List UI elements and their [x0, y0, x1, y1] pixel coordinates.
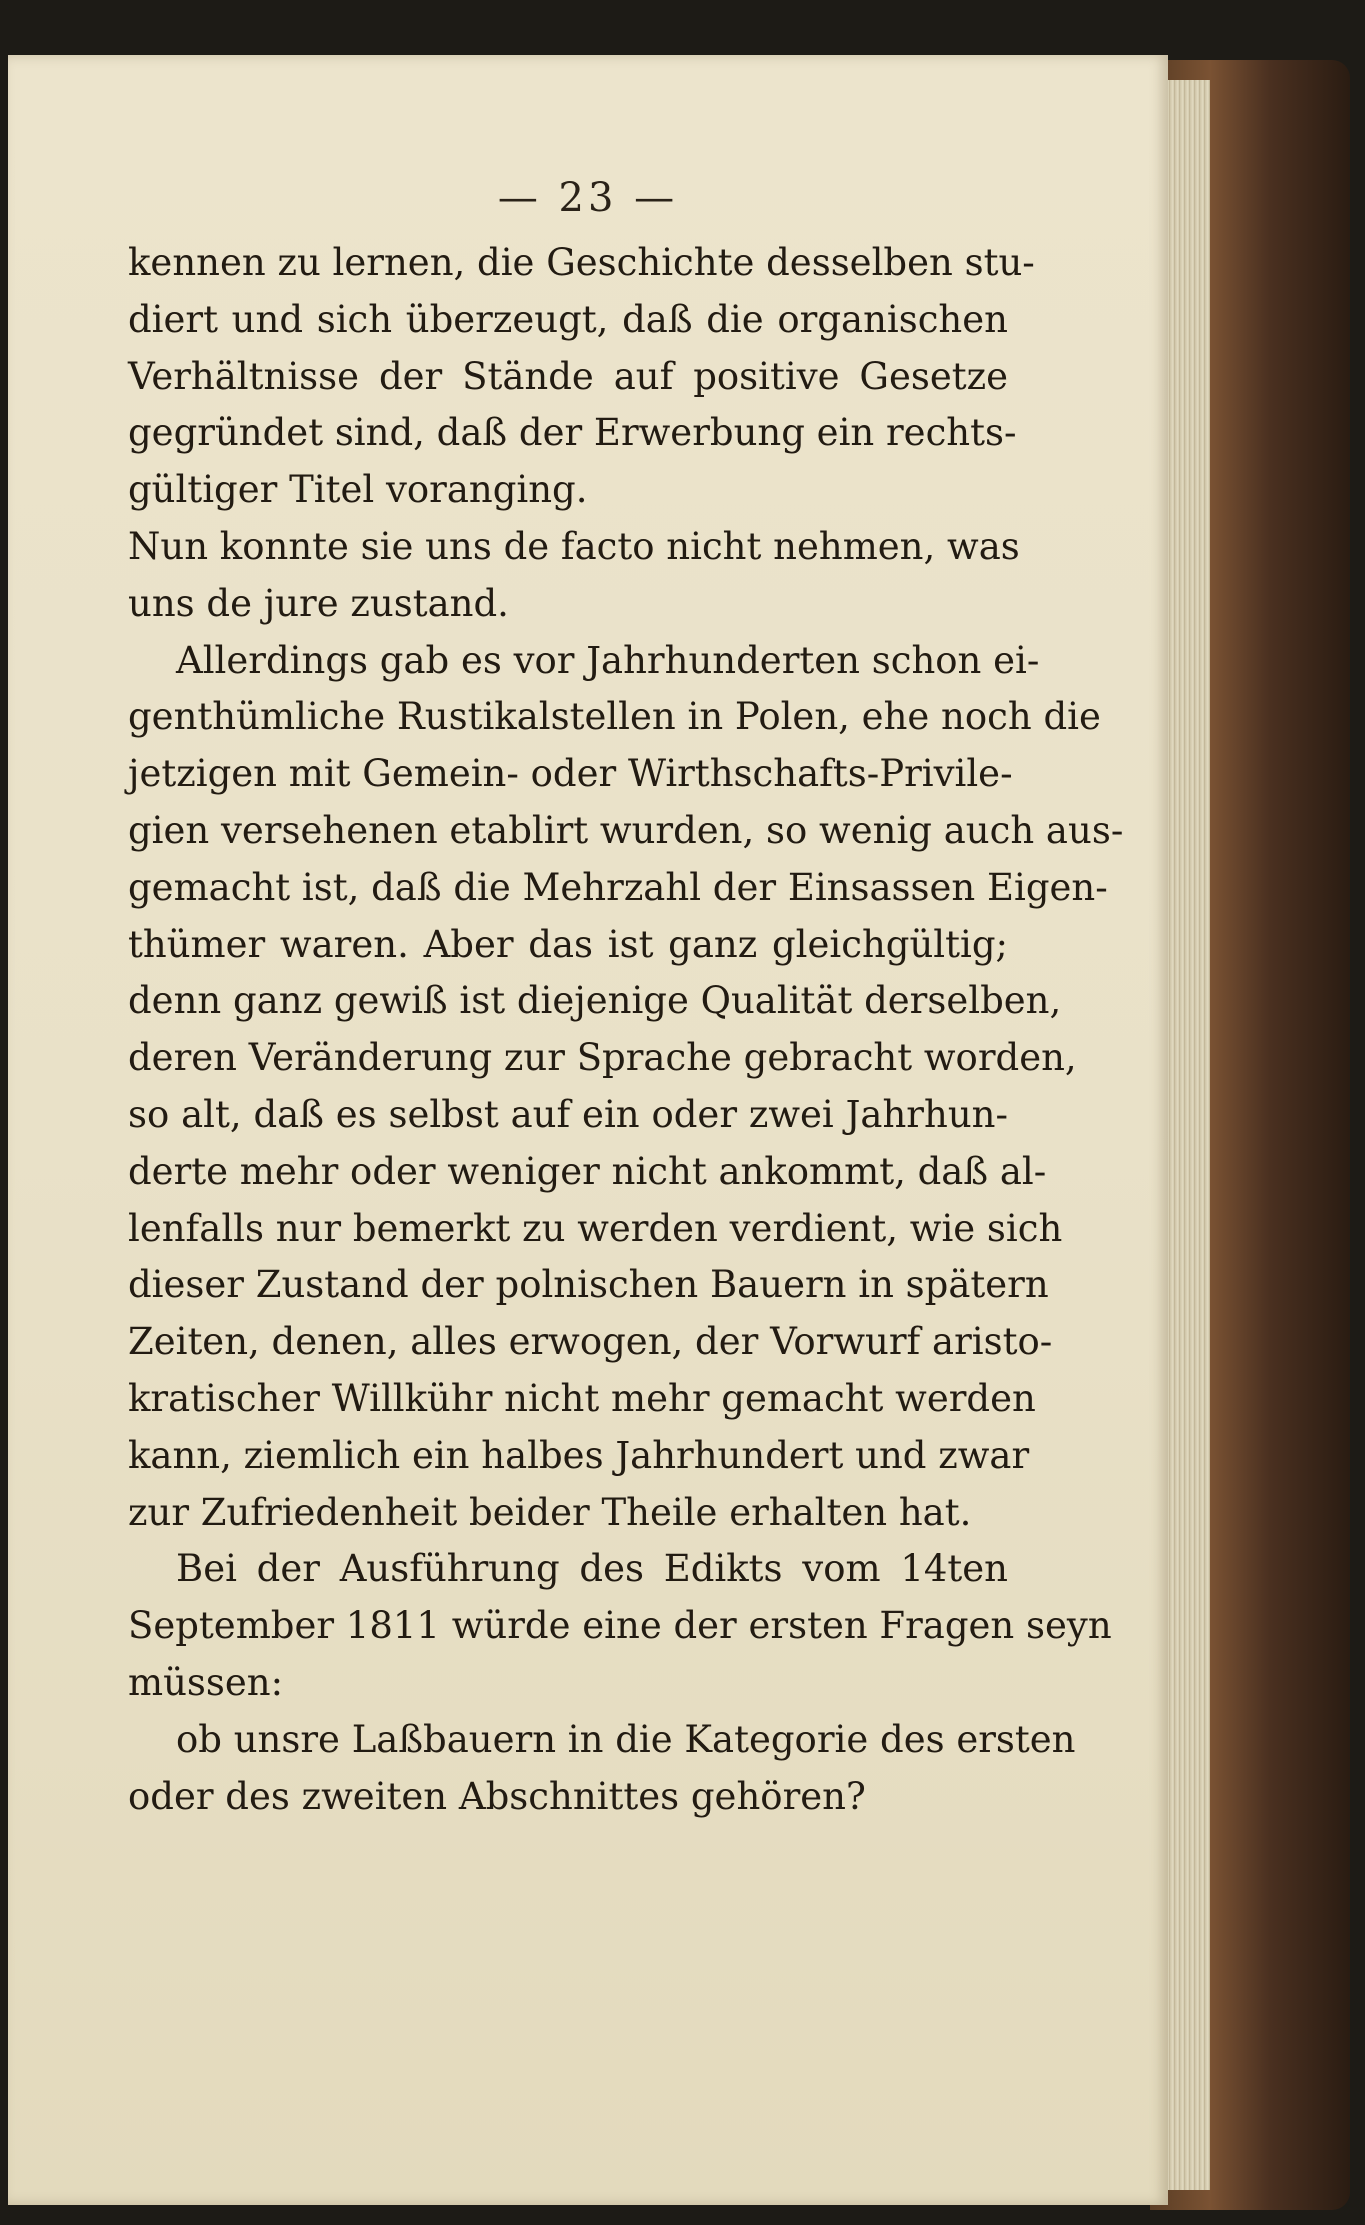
text-line: gemacht ist, daß die Mehrzahl der Einsassen Eigen-	[128, 865, 1108, 909]
text-line: ob unsre Laßbauern in die Kategorie des ersten	[176, 1717, 1076, 1761]
book-page	[8, 55, 1168, 2205]
text-line: kann, ziemlich ein halbes Jahrhundert und zwar	[128, 1433, 1030, 1477]
text-line: thümer waren. Aber das ist ganz gleichgültig;	[128, 922, 1008, 966]
page-number-header: — 23 —	[497, 175, 679, 221]
text-line: diert und sich überzeugt, daß die organischen	[128, 297, 1008, 341]
body-text	[128, 235, 1124, 1825]
text-line: dieser Zustand der polnischen Bauern in spätern	[128, 1263, 1049, 1307]
text-line: genthümliche Rustikalstellen in Polen, ehe noch die	[128, 695, 1101, 739]
text-line: Bei der Ausführung des Edikts vom 14ten	[176, 1547, 1008, 1591]
text-line: oder des zweiten Abschnittes gehören?	[128, 1774, 866, 1818]
text-line: gültiger Titel voranging.	[128, 468, 588, 512]
text-line: gegründet sind, daß der Erwerbung ein rechts-	[128, 411, 1017, 455]
text-line: Verhältnisse der Stände auf positive Gesetze	[128, 354, 1008, 398]
text-line: Zeiten, denen, alles erwogen, der Vorwurf aristo-	[128, 1320, 1053, 1364]
text-line: derte mehr oder weniger nicht ankommt, daß al-	[128, 1149, 1047, 1193]
text-line: gien versehenen etablirt wurden, so wenig auch aus-	[128, 808, 1124, 852]
text-line: so alt, daß es selbst auf ein oder zwei Jahrhun-	[128, 1092, 1008, 1136]
text-line: lenfalls nur bemerkt zu werden verdient, wie sich	[128, 1206, 1063, 1250]
text-line: müssen:	[128, 1660, 284, 1704]
text-line: jetzigen mit Gemein- oder Wirthschafts-Privile-	[128, 752, 1013, 796]
text-line: uns de jure zustand.	[128, 581, 509, 625]
text-line: zur Zufriedenheit beider Theile erhalten hat.	[128, 1490, 972, 1534]
text-line: Nun konnte sie uns de facto nicht nehmen, was	[128, 524, 1020, 568]
text-line: deren Veränderung zur Sprache gebracht worden,	[128, 1036, 1077, 1080]
text-line: kratischer Willkühr nicht mehr gemacht werden	[128, 1376, 1036, 1420]
text-line: September 1811 würde eine der ersten Fragen seyn	[128, 1604, 1112, 1648]
text-line: kennen zu lernen, die Geschichte desselben stu-	[128, 241, 1035, 284]
text-line: Allerdings gab es vor Jahrhunderten schon ei-	[176, 638, 1040, 682]
text-line: denn ganz gewiß ist diejenige Qualität derselben,	[128, 979, 1062, 1023]
